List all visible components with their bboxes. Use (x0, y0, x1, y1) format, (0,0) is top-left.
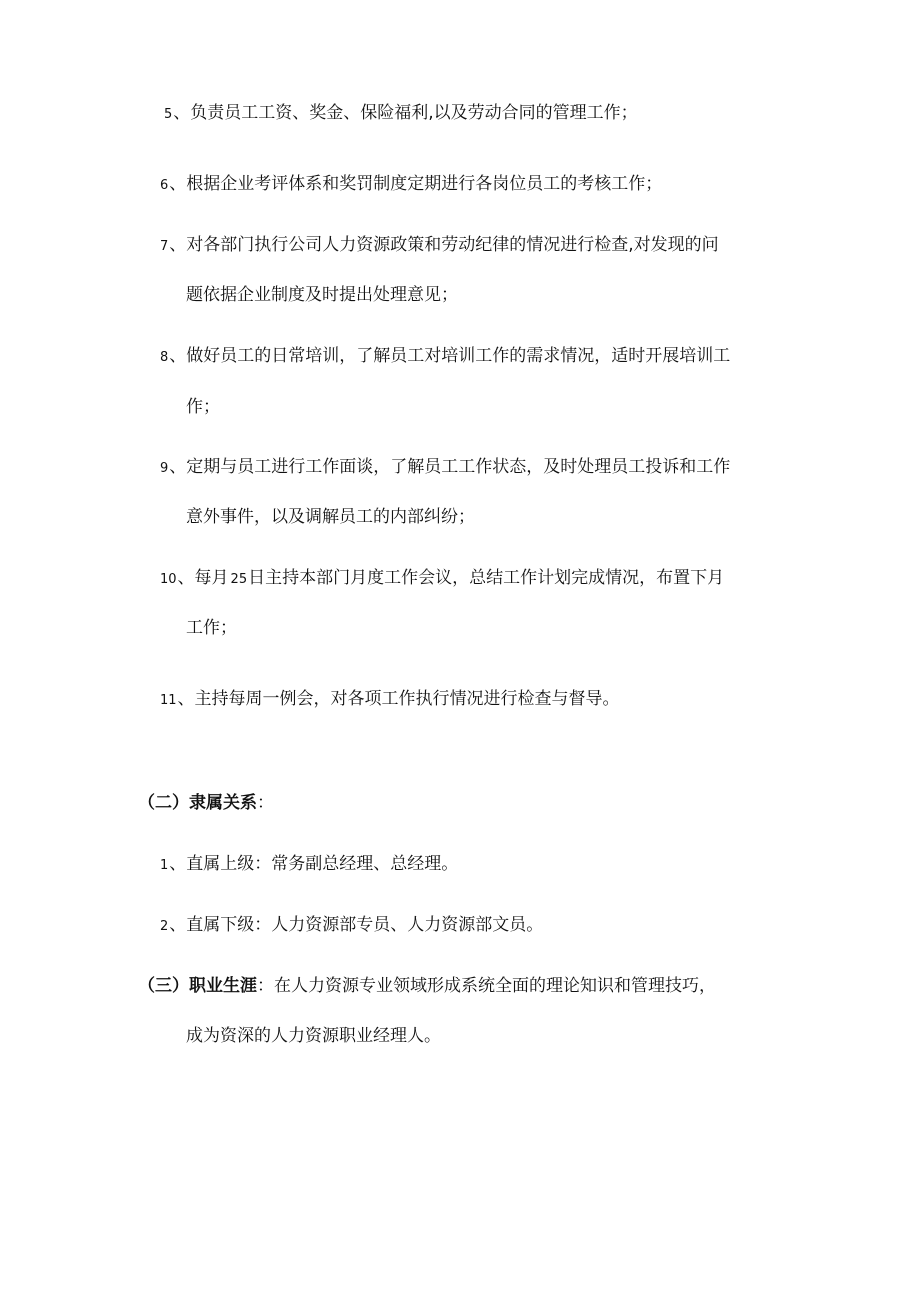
item-text: 、定期与员工进行工作面谈，了解员工工作状态，及时处理员工投诉和工作 (169, 457, 731, 477)
item-number: 6 (160, 178, 169, 193)
section-heading-career (138, 974, 716, 998)
item-text: 、对各部门执行公司人力资源政策和劳动纪律的情况进行检查,对发现的问 (169, 235, 719, 255)
duty-item-8 (160, 344, 730, 370)
item-text: 、根据企业考评体系和奖罚制度定期进行各岗位员工的考核工作； (169, 174, 663, 194)
item-number: 10 (160, 572, 177, 587)
duty-item-9 (160, 455, 730, 481)
item-number: 11 (160, 693, 177, 708)
section-career-continuation: 成为资深的人力资源职业经理人。 (186, 1026, 441, 1046)
reporting-item-1 (160, 852, 458, 878)
item-text-rest: 日主持本部门月度工作会议，总结工作计划完成情况，布置下月 (248, 568, 725, 588)
item-number: 2 (160, 919, 169, 934)
duty-item-9-continuation: 意外事件，以及调解员工的内部纠纷； (186, 507, 475, 527)
duty-item-6 (160, 172, 662, 198)
item-text: 、每月 (177, 568, 229, 588)
duty-item-7-continuation: 题依据企业制度及时提出处理意见； (186, 285, 458, 305)
item-number: 5 (164, 107, 173, 122)
duty-item-11 (160, 687, 620, 713)
section-title: 职业生涯 (189, 976, 257, 996)
item-number: 1 (160, 858, 169, 873)
item-text: 、直属下级：人力资源部专员、人力资源部文员。 (169, 915, 544, 935)
duty-item-8-continuation: 作； (186, 397, 220, 417)
item-number: 8 (160, 350, 169, 365)
reporting-item-2 (160, 913, 543, 939)
duty-item-7 (160, 233, 719, 259)
section-heading-reporting (138, 791, 274, 815)
section-title: 隶属关系 (189, 793, 257, 813)
item-number: 9 (160, 461, 169, 476)
section-number: （二） (138, 793, 189, 813)
duty-item-5 (164, 101, 638, 127)
item-number: 7 (160, 239, 169, 254)
duty-item-10-continuation: 工作； (186, 618, 237, 638)
section-colon: ： (257, 793, 274, 813)
duty-item-10 (160, 566, 724, 592)
inline-number: 25 (230, 572, 248, 587)
item-text: 、负责员工工资、奖金、保险福利,以及劳动合同的管理工作； (173, 103, 638, 123)
item-text: 、主持每周一例会，对各项工作执行情况进行检查与督导。 (177, 689, 620, 709)
item-text: 、做好员工的日常培训，了解员工对培训工作的需求情况，适时开展培训工 (169, 346, 731, 366)
section-number: （三） (138, 976, 189, 996)
section-text: ：在人力资源专业领域形成系统全面的理论知识和管理技巧， (257, 976, 716, 996)
item-text: 、直属上级：常务副总经理、总经理。 (169, 854, 459, 874)
